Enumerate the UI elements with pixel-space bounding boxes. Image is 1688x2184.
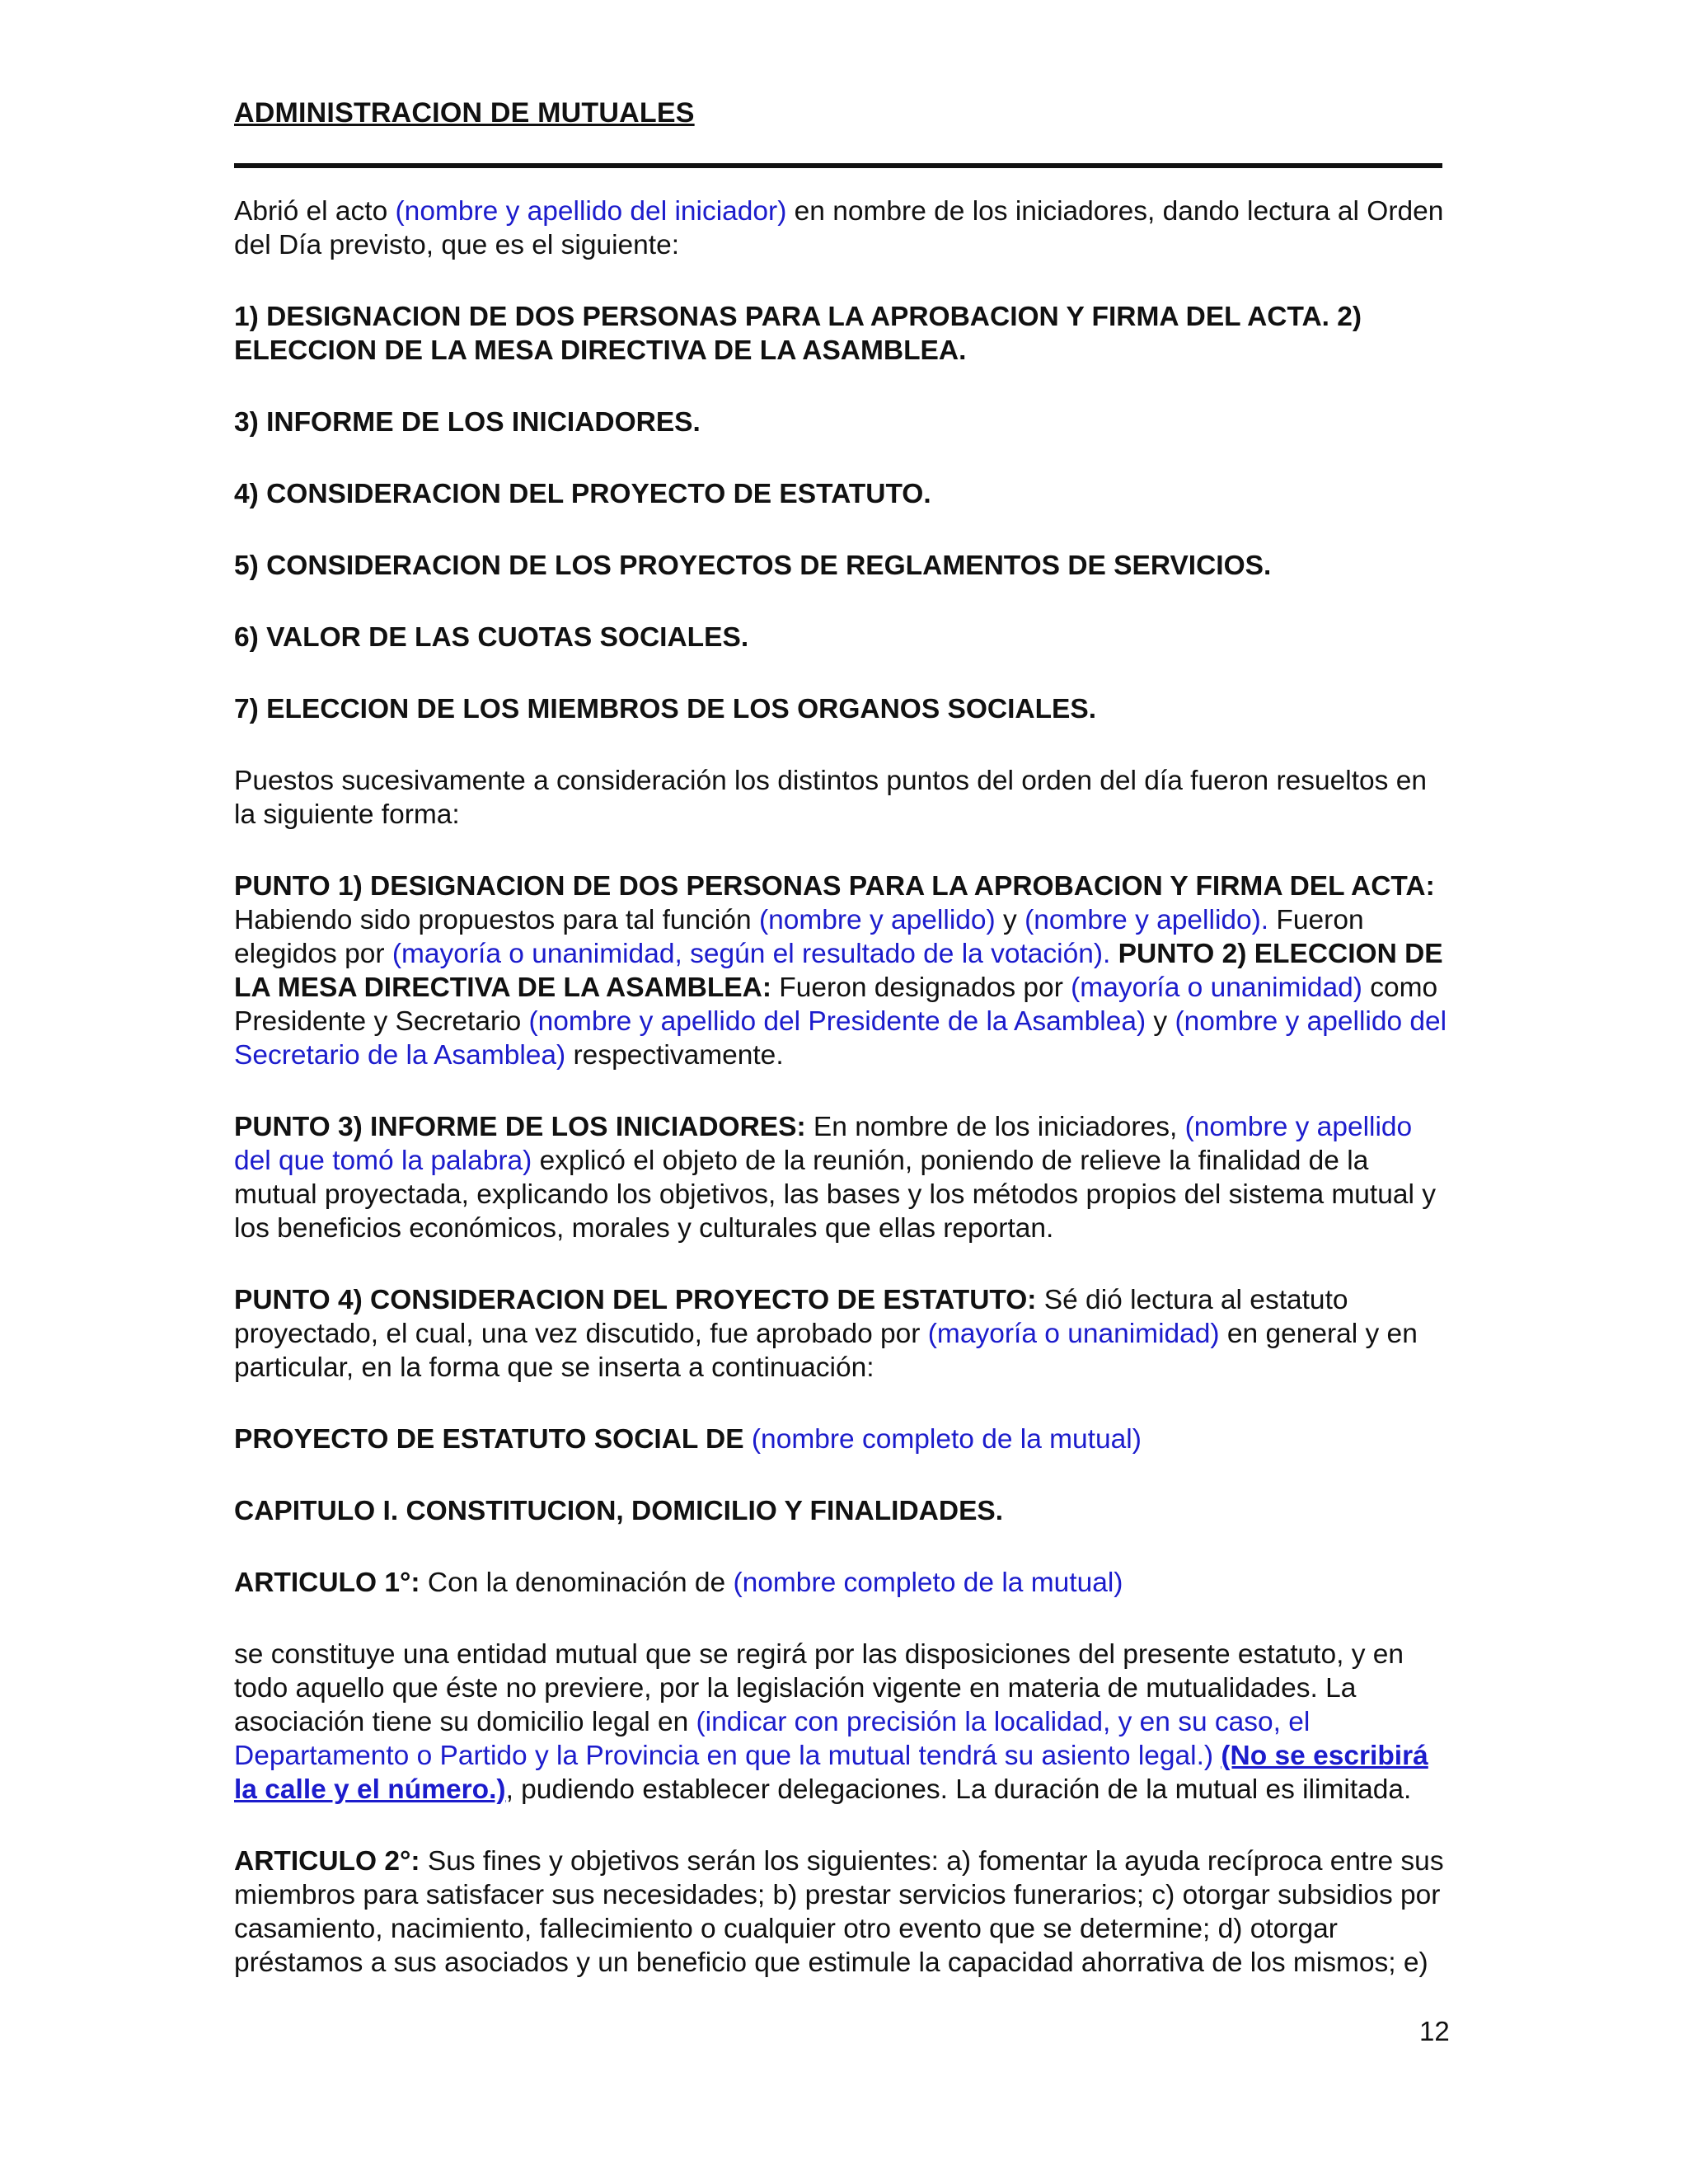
- body-text: Sus fines y objetivos serán los siguientes: a) fomentar la ayuda recíproca entre sus miembros para satisfacer sus necesidades; b) prestar servicios funerarios; c) otorgar subsidios por casamiento, nacimiento, fallecimiento o cualquier otro evento que se determine; d) otorgar préstamos a sus asociados y un beneficio que estimule la capacidad ahorrativa de los mismos; e): [234, 1846, 1444, 1978]
- section-heading: PUNTO 2) ELECCION DE LA MESA DIRECTIVA DE LA ASAMBLEA:: [234, 939, 1443, 1003]
- section-heading: PUNTO 1) DESIGNACION DE DOS PERSONAS PARA LA APROBACION Y FIRMA DEL ACTA:: [234, 871, 1435, 902]
- page-header-title: ADMINISTRACION DE MUTUALES: [234, 97, 695, 129]
- section-heading: PROYECTO DE ESTATUTO SOCIAL DE: [234, 1424, 752, 1455]
- placeholder-text: (indicar con precisión la localidad, y en su caso, el Departamento o Partido y la Provincia en que la mutual tendrá su asiento legal.): [234, 1707, 1311, 1771]
- body-text: explicó el objeto de la reunión, poniendo de relieve la finalidad de la mutual proyectada, explicando los objetivos, las bases y los métodos propios del sistema mutual y los beneficios económicos, morales y culturales que ellas reportan.: [234, 1146, 1437, 1244]
- placeholder-text: (nombre completo de la mutual): [751, 1424, 1142, 1455]
- agenda-item: 4) CONSIDERACION DEL PROYECTO DE ESTATUTO.: [234, 479, 931, 509]
- punto-4-paragraph: [234, 1283, 1451, 1385]
- agenda-item: 6) VALOR DE LAS CUOTAS SOCIALES.: [234, 622, 749, 653]
- body-text: respectivamente.: [565, 1040, 784, 1071]
- placeholder-text: (mayoría o unanimidad, según el resultado de la votación).: [392, 939, 1111, 969]
- body-text: Con la denominación de: [420, 1568, 734, 1598]
- agenda-item: 5) CONSIDERACION DE LOS PROYECTOS DE REGLAMENTOS DE SERVICIOS.: [234, 551, 1272, 581]
- placeholder-text: (nombre y apellido): [758, 905, 996, 935]
- document-body: [234, 194, 1451, 2018]
- resolution-intro: Puestos sucesivamente a consideración los distintos puntos del orden del día fueron resueltos en la siguiente forma:: [234, 766, 1427, 830]
- article-heading: ARTICULO 1°:: [234, 1568, 420, 1598]
- body-text: [1213, 1741, 1221, 1771]
- capitulo-heading: CAPITULO I. CONSTITUCION, DOMICILIO Y FINALIDADES.: [234, 1496, 1004, 1526]
- header-divider: [234, 163, 1442, 168]
- proyecto-heading: [234, 1422, 1451, 1456]
- placeholder-text: (nombre y apellido del Secretario de la Asamblea): [234, 1006, 1447, 1071]
- page-number: 12: [1419, 2016, 1450, 2046]
- body-text: y: [995, 905, 1025, 935]
- section-heading: PUNTO 4) CONSIDERACION DEL PROYECTO DE ESTATUTO:: [234, 1285, 1037, 1315]
- placeholder-note: (No se escribirá la calle y el número.): [234, 1741, 1428, 1805]
- intro-text: Abrió el acto: [234, 196, 396, 227]
- placeholder-text: (nombre y apellido del que tomó la palabra): [234, 1112, 1413, 1176]
- articulo-2-paragraph: [234, 1844, 1451, 1980]
- articulo-1-lead: [234, 1566, 1451, 1600]
- agenda-item: 7) ELECCION DE LOS MIEMBROS DE LOS ORGANOS SOCIALES.: [234, 694, 1097, 724]
- intro-text: en nombre de los iniciadores, dando lectura al Orden del Día previsto, que es el siguiente:: [234, 196, 1444, 260]
- article-heading: ARTICULO 2°:: [234, 1846, 420, 1877]
- placeholder-text: (nombre y apellido).: [1025, 905, 1269, 935]
- intro-paragraph: [234, 194, 1451, 262]
- body-text: se constituye una entidad mutual que se regirá por las disposiciones del presente estatuto, y en todo aquello que éste no previere, por la legislación vigente en materia de mutualidades. La asociación tiene su domicilio legal en: [234, 1639, 1404, 1737]
- body-text: Fueron elegidos por: [234, 905, 1364, 969]
- section-heading: PUNTO 3) INFORME DE LOS INICIADORES:: [234, 1112, 806, 1142]
- body-text: Sé dió lectura al estatuto proyectado, el cual, una vez discutido, fue aprobado por: [234, 1285, 1348, 1349]
- body-text: en general y en particular, en la forma que se inserta a continuación:: [234, 1319, 1418, 1383]
- placeholder-text: (nombre y apellido del Presidente de la Asamblea): [528, 1006, 1146, 1037]
- body-text: y: [1146, 1006, 1175, 1037]
- body-text: Fueron designados por: [771, 972, 1071, 1003]
- body-text: como Presidente y Secretario: [234, 972, 1438, 1037]
- placeholder-text: (nombre completo de la mutual): [733, 1568, 1123, 1598]
- body-text: , pudiendo establecer delegaciones. La duración de la mutual es ilimitada.: [505, 1774, 1412, 1805]
- body-text: Habiendo sido propuestos para tal función: [234, 905, 759, 935]
- agenda-item: 1) DESIGNACION DE DOS PERSONAS PARA LA APROBACION Y FIRMA DEL ACTA. 2) ELECCION DE LA MESA DIRECTIVA DE LA ASAMBLEA.: [234, 302, 1362, 366]
- punto-1-2-paragraph: [234, 869, 1451, 1072]
- placeholder-text: (nombre y apellido del iniciador): [395, 196, 787, 227]
- articulo-1-body: [234, 1638, 1451, 1807]
- placeholder-text: (mayoría o unanimidad): [1071, 972, 1362, 1003]
- placeholder-text: (mayoría o unanimidad): [927, 1319, 1220, 1349]
- body-text: En nombre de los iniciadores,: [805, 1112, 1185, 1142]
- punto-3-paragraph: [234, 1110, 1451, 1245]
- agenda-item: 3) INFORME DE LOS INICIADORES.: [234, 407, 701, 438]
